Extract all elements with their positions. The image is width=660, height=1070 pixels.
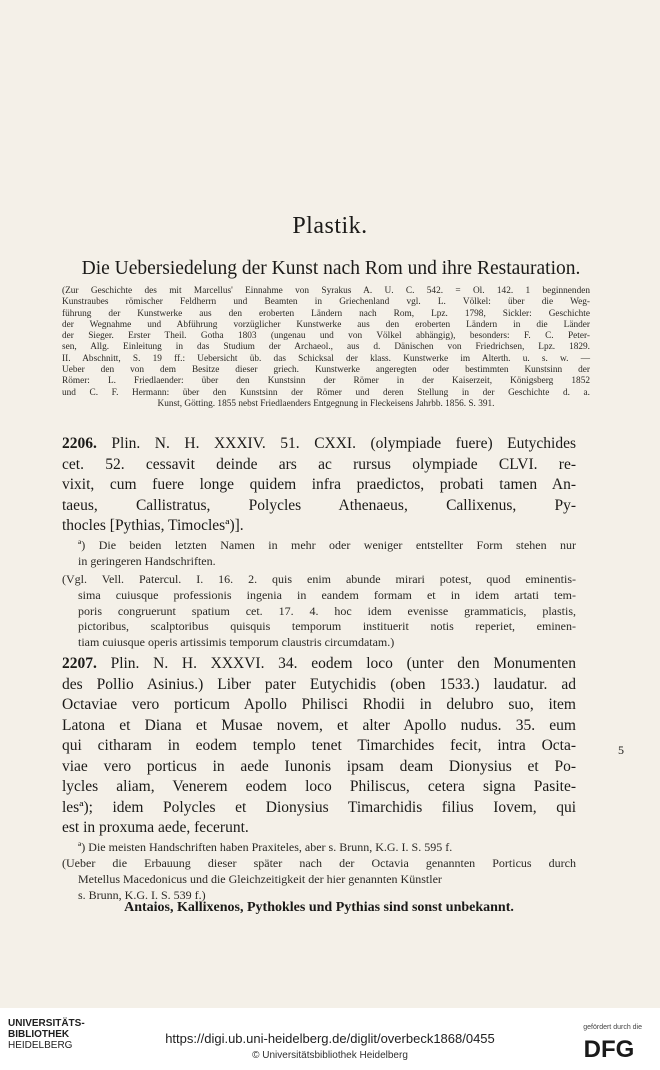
- footnote-line: in geringeren Handschriften.: [78, 553, 216, 568]
- entry-line: lycles aliam, Venerem eodem loco Philiscus, cetera signa Pasite-: [62, 778, 576, 795]
- entry-line: vixit, cum fuere longe quidem infra praedictos, probati tamen An-: [62, 476, 576, 493]
- intro-line: und C. F. Hermann: über den Kunstsinn der Römer und deren Stellung in der Geschichte d. a.: [62, 387, 590, 398]
- institution-line: BIBLIOTHEK: [8, 1029, 70, 1040]
- intro-line: (Zur Geschichte des mit Marcellus' Einnahme von Syrakus A. U. C. 542. = Ol. 142. 1 beginnenden: [62, 286, 590, 296]
- entry-line: cet. 52. cessavit deinde ars ac rursus olympiade CLVI. re-: [62, 455, 576, 473]
- dfg-logo-icon[interactable]: [576, 1035, 642, 1061]
- footnote-2206-a: [62, 538, 576, 570]
- margin-line-number: 5: [618, 743, 624, 757]
- section-heading: Die Uebersiedelung der Kunst nach Rom und ihre Restauration.: [81, 258, 581, 279]
- intro-line: der Wegnahme und Abführung vorzüglicher Kunstwerke aus den eroberten Ländern in die Länder: [62, 319, 590, 330]
- entry-number: 2207.: [62, 655, 97, 672]
- note-line: sima cuiusque professionis ingenia in eandem formam et in idem artati tem-: [78, 587, 576, 602]
- intro-line: sen, Allg. Einleitung in das Studium der Archaeol., aus d. Dänischen von Friedrichsen, Lpz. 1829.: [62, 342, 590, 353]
- footnote-line: ª) Die beiden letzten Namen in mehr oder weniger entstellter Form stehen nur: [78, 538, 576, 552]
- note-line: tiam cuiusque operis artissimis temporum claustris circumdatam.): [78, 635, 395, 650]
- intro-line: Kunstraubes römischer Feldherrn und Beamten in Griechenland vgl. L. Völkel: über die Weg-: [62, 297, 590, 308]
- footnote-line: ª) Die meisten Handschriften haben Praxiteles, aber s. Brunn, K.G. I. S. 595 f.: [78, 840, 453, 854]
- entry-2206: [62, 434, 576, 537]
- intro-line: Römer: L. Friedlaender: über den Kunstsinn der Römer in der Kaiserzeit, Königsberg 1852: [62, 376, 590, 387]
- note-line: (Ueber die Erbauung dieser später nach der Octavia genannten Porticus durch: [62, 856, 576, 870]
- entry-line: thocles [Pythias, Timoclesª)].: [62, 517, 244, 534]
- intro-line: II. Abschnitt, S. 19 ff.: Uebersicht üb. das Schicksal der klass. Kunstwerke im Alterth. u. s. w. —: [62, 353, 590, 364]
- note-vgl: [62, 572, 576, 651]
- intro-line: führung der Kunstwerke aus den eroberten Ländern nach Rom, Lpz. 1798, Sickler: Geschichte: [62, 308, 590, 319]
- footnote-2207-a: [62, 840, 576, 856]
- entry-line: Octaviae vero porticum Apollo Philisci Rhodii in delubro suo, item: [62, 696, 576, 713]
- institution-line: UNIVERSITÄTS-: [8, 1018, 85, 1029]
- entry-2207: [62, 654, 576, 839]
- entry-number: 2206.: [62, 435, 97, 452]
- entry-line: taeus, Callistratus, Polycles Athenaeus, Callixenus, Py-: [62, 496, 576, 514]
- intro-paragraph: [62, 286, 590, 410]
- closing-line: Antaios, Kallixenos, Pythokles und Pythias sind sonst unbekannt.: [124, 900, 514, 915]
- entry-line: qui citharam in eodem templo tenet Timarchides fecit, intra Octa-: [62, 737, 576, 754]
- institution-line: HEIDELBERG: [8, 1040, 73, 1051]
- entry-text: Plin. N. H. XXXIV. 51. CXXI. (olympiade fuere) Eutychides: [111, 435, 577, 452]
- intro-line: Ueber den von dem Besitze dieser griech. Kunstwerke angeregten oder bestimmten Kunstsinn der: [62, 365, 590, 376]
- note-line: (Vgl. Vell. Patercul. I. 16. 2. quis enim abunde mirari potest, quod eminentis-: [62, 572, 576, 586]
- intro-line: Kunst, Götting. 1855 nebst Friedlaenders Entgegnung in Fleckeisens Jahrbb. 1856. S. 391.: [157, 398, 495, 409]
- note-line: Metellus Macedonicus und die Gleichzeitigkeit der hier genannten Künstler: [78, 871, 442, 886]
- entry-line: est in proxuma aede, fecerunt.: [62, 819, 249, 836]
- note-line: s. Brunn, K.G. I. S. 539 f.): [78, 887, 206, 902]
- note-line: poris congruerunt spatium cet. 17. 4. hoc idem evenisse grammaticis, plastis,: [78, 603, 576, 618]
- note-line: pictoribus, scalptoribus quisquis temporum instituerit notis reperiet, eminen-: [78, 619, 576, 634]
- entry-line: [62, 654, 576, 675]
- intro-line: der Sieger. Erster Theil. Gotha 1803 (ungenau und von Völkel abhängig), besonders: F. C. Peter-: [62, 331, 590, 342]
- dfg-logo-text: DFG: [583, 1036, 635, 1061]
- permalink-url[interactable]: https://digi.ub.uni-heidelberg.de/diglit/overbeck1868/0455: [165, 1031, 495, 1046]
- entry-line: viae vero porticus in aede Iunonis ipsam deam Dionysius et Po-: [62, 757, 576, 775]
- entry-line: lesª); idem Polycles et Dionysius Timarchidis filius Iovem, qui: [62, 798, 576, 816]
- entry-line: des Pollio Asinius.) Liber pater Eutychidis (oben 1533.) laudatur. ad: [62, 675, 576, 693]
- entry-line: [62, 434, 576, 455]
- note-ueber: [62, 856, 576, 903]
- entry-text: Plin. N. H. XXXVI. 34. eodem loco (unter den Monumenten: [110, 655, 577, 672]
- entry-line: Latona et Diana et Musae novem, et alter Apollo nudus. 35. eum: [62, 716, 576, 734]
- copyright-notice: © Universitätsbibliothek Heidelberg: [252, 1050, 408, 1061]
- page-title: Plastik.: [292, 213, 368, 239]
- funded-by-label: gefördert durch die: [583, 1024, 642, 1031]
